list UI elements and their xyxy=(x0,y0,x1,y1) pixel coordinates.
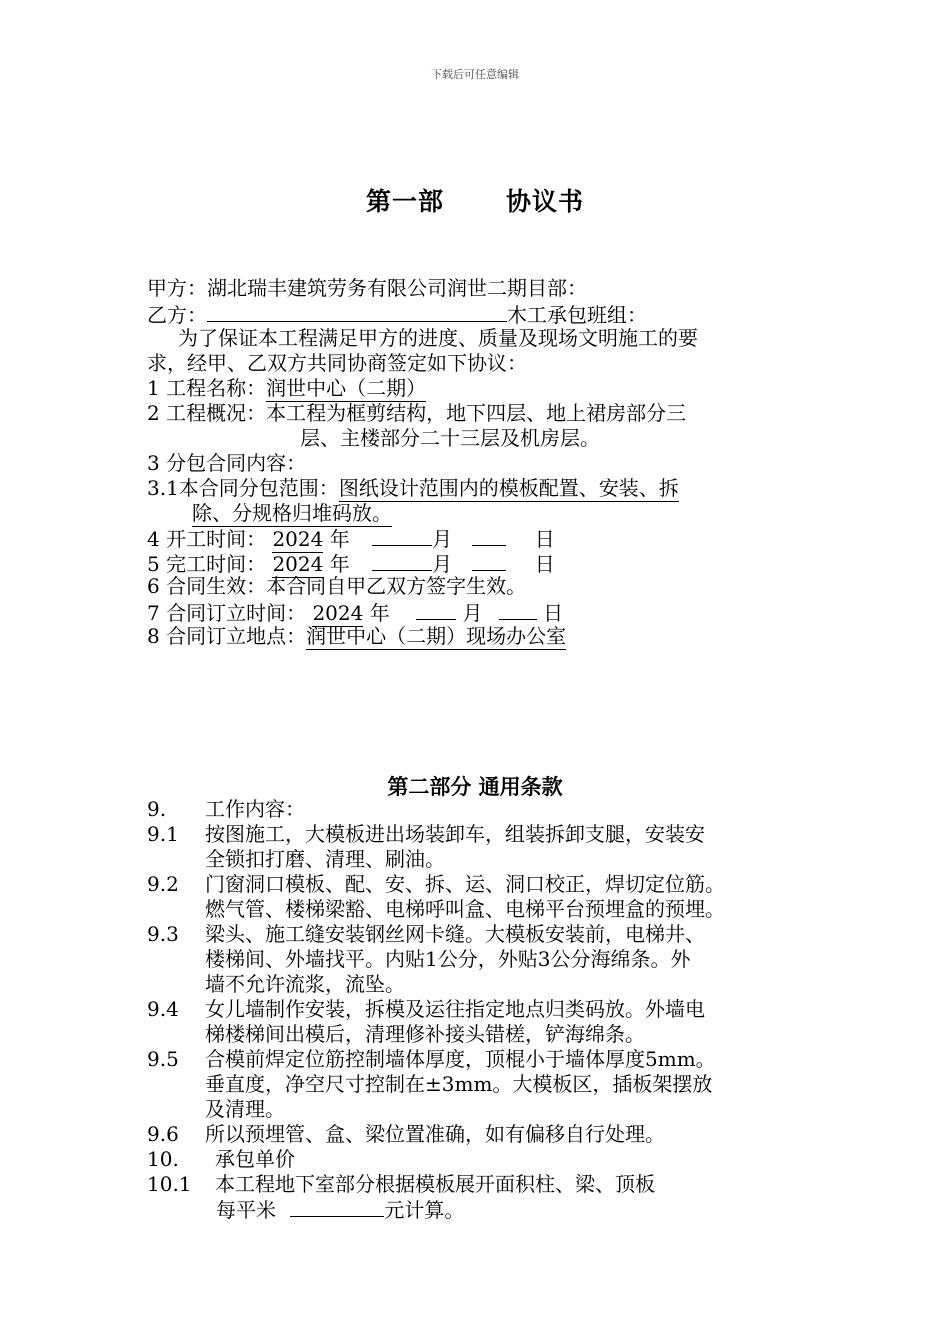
item5-day-label: 日 xyxy=(534,552,555,576)
part2-line xyxy=(147,1172,655,1196)
part2-line-text: 燃气管、楼梯梁豁、电梯呼叫盒、电梯平台预埋盒的预埋。 xyxy=(205,897,725,921)
item1 xyxy=(147,376,426,400)
item5-year: 2024 xyxy=(272,552,324,576)
part2-line xyxy=(147,872,725,896)
part2-line-number: 10.1 xyxy=(147,1172,192,1196)
item4 xyxy=(147,525,555,551)
item5-month-label: 月 xyxy=(432,552,453,576)
item7-day-blank xyxy=(499,599,537,620)
part2-line-number: 10. xyxy=(147,1147,179,1171)
part2-line-text: 女儿墙制作安装，拆模及运往指定地点归类码放。外墙电 xyxy=(205,997,705,1021)
part2-line xyxy=(147,1047,716,1071)
part2-line-text: 合模前焊定位筋控制墙体厚度，顶棍小于墙体厚度5mm。 xyxy=(205,1047,716,1071)
party-b-label: 乙方： xyxy=(147,303,207,327)
part2-line-text: 及清理。 xyxy=(205,1097,285,1121)
item5-label: 5 完工时间： xyxy=(147,552,267,576)
price-blank xyxy=(290,1196,384,1217)
part2-line-number: 9.3 xyxy=(147,922,179,946)
part2-line xyxy=(147,1147,295,1171)
part1-title-left: 第一部 xyxy=(365,187,444,216)
part2-line-text: 楼梯间、外墙找平。内贴1公分，外贴3公分海绵条。外 xyxy=(205,947,691,971)
item7-label: 7 合同订立时间： xyxy=(147,601,307,625)
price-line xyxy=(216,1196,464,1222)
item5-month-blank xyxy=(372,550,432,571)
item7-year: 2024 xyxy=(312,601,364,625)
part2-line-text: 垂直度，净空尺寸控制在±3mm。大模板区，插板架摆放 xyxy=(205,1072,713,1096)
part2-line-text: 梯楼梯间出模后，清理修补接头错槎，铲海绵条。 xyxy=(205,1022,645,1046)
part2-line-text: 所以预埋管、盒、梁位置准确，如有偏移自行处理。 xyxy=(205,1122,665,1146)
part2-line-text: 按图施工，大模板进出场装卸车，组装拆卸支腿，安装安 xyxy=(205,822,705,846)
part2-line xyxy=(147,1022,645,1046)
party-b-suffix: 木工承包班组： xyxy=(507,303,647,327)
item4-month-label: 月 xyxy=(432,527,453,551)
part1-title-right: 协议书 xyxy=(506,187,585,216)
item2-line2: 层、主楼部分二十三层及机房层。 xyxy=(300,426,600,450)
item7-year-label: 年 xyxy=(369,601,390,625)
part2-line-text: 承包单价 xyxy=(215,1147,295,1171)
item31-label: 3.1本合同分包范围： xyxy=(147,476,339,500)
part2-line xyxy=(147,947,690,971)
item8-value: 润世中心（二期）现场办公室 xyxy=(306,624,567,648)
price-suffix: 元计算。 xyxy=(384,1198,465,1222)
item7-day-label: 日 xyxy=(543,601,564,625)
part2-line xyxy=(147,797,305,821)
item4-month-blank xyxy=(372,525,432,546)
part2-line-text: 墙不允许流浆，流坠。 xyxy=(205,972,405,996)
part2-line-number: 9.5 xyxy=(147,1047,179,1071)
price-prefix: 每平米 xyxy=(216,1198,276,1222)
item4-day-blank xyxy=(472,525,506,546)
part2-line-number: 9. xyxy=(147,797,167,821)
part2-line-number: 9.1 xyxy=(147,822,179,846)
item31-value2: 除、分规格归堆码放。 xyxy=(192,501,392,525)
part2-line-text: 本工程地下室部分根据模板展开面积柱、梁、顶板 xyxy=(215,1172,655,1196)
part2-line xyxy=(147,1072,712,1096)
part2-line-text: 工作内容： xyxy=(205,797,305,821)
intro-line-2: 求，经甲、乙双方共同协商签定如下协议： xyxy=(147,351,527,375)
item3: 3 分包合同内容： xyxy=(147,451,307,475)
item31-line1 xyxy=(147,476,679,500)
part2-line xyxy=(147,1122,665,1146)
part2-line-number: 9.6 xyxy=(147,1122,179,1146)
part2-line-text: 门窗洞口模板、配、安、拆、运、洞口校正，焊切定位筋。 xyxy=(205,872,725,896)
party-b xyxy=(147,301,647,327)
part2-line xyxy=(147,922,705,946)
item31-line2 xyxy=(192,501,392,525)
item2-line1: 2 工程概况：本工程为框剪结构，地下四层、地上裙房部分三 xyxy=(147,401,687,425)
item8 xyxy=(147,624,566,648)
party-a: 甲方：湖北瑞丰建筑劳务有限公司润世二期目部： xyxy=(147,276,587,300)
part2-line-text: 梁头、施工缝安装钢丝网卡缝。大模板安装前，电梯井、 xyxy=(205,922,705,946)
header-note: 下载后可任意编辑 xyxy=(431,68,519,81)
item7-month-blank xyxy=(416,599,456,620)
part2-line xyxy=(147,997,705,1021)
item5 xyxy=(147,550,555,576)
part2-line xyxy=(147,897,725,921)
party-b-blank xyxy=(207,301,507,322)
item31-value1: 图纸设计范围内的模板配置、安装、拆 xyxy=(338,476,679,500)
item4-day-label: 日 xyxy=(534,527,555,551)
item4-year: 2024 xyxy=(272,527,324,551)
part2-line-number: 9.4 xyxy=(147,997,179,1021)
part2-line xyxy=(147,822,705,846)
part2-line xyxy=(147,847,445,871)
part2-line-text: 全锁扣打磨、清理、刷油。 xyxy=(205,847,445,871)
item5-year-label: 年 xyxy=(329,552,350,576)
item7-month-label: 月 xyxy=(462,601,483,625)
intro-line-1: 为了保证本工程满足甲方的进度、质量及现场文明施工的要 xyxy=(178,326,698,350)
item4-year-label: 年 xyxy=(329,527,350,551)
part2-line-number: 9.2 xyxy=(147,872,179,896)
item5-day-blank xyxy=(472,550,506,571)
item1-label: 1 工程名称： xyxy=(147,376,267,400)
part2-line xyxy=(147,1097,285,1121)
item6: 6 合同生效：本合同自甲乙双方签字生效。 xyxy=(147,574,527,598)
part2-line xyxy=(147,972,405,996)
item4-label: 4 开工时间： xyxy=(147,527,267,551)
part2-title: 第二部分 通用条款 xyxy=(387,774,563,799)
item1-value: 润世中心（二期） xyxy=(266,376,427,400)
item8-label: 8 合同订立地点： xyxy=(147,624,307,648)
part1-title xyxy=(0,182,950,218)
item7 xyxy=(147,599,563,625)
